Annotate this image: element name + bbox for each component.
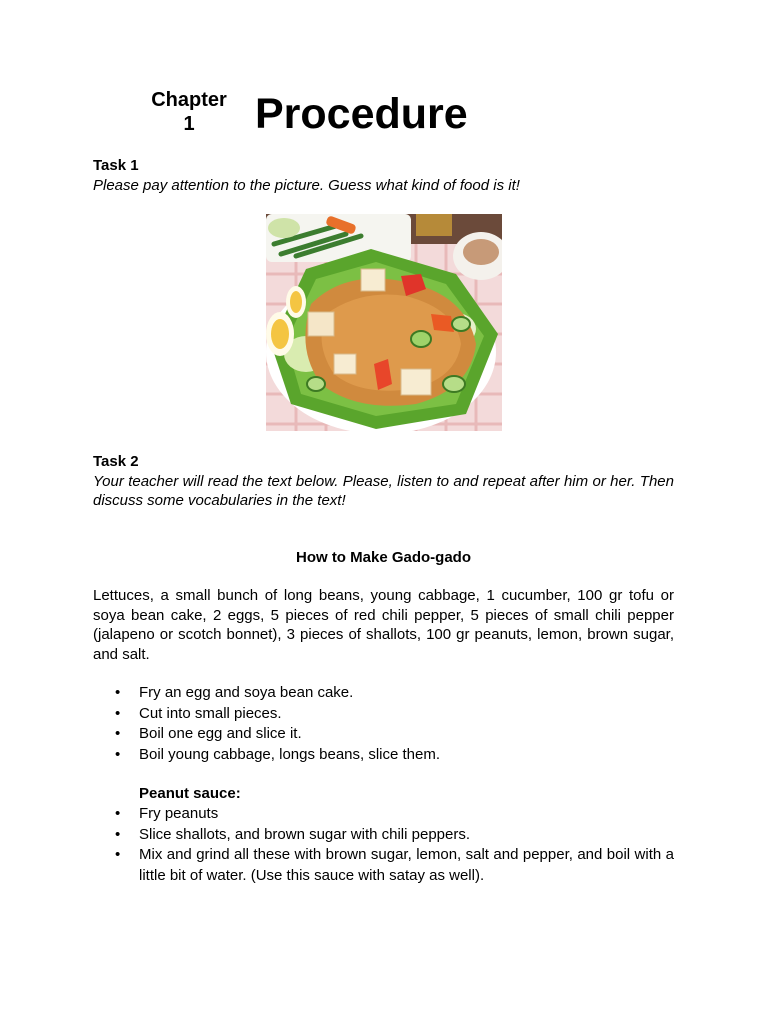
list-item: • Fry peanuts bbox=[93, 804, 674, 825]
list-item: • Mix and grind all these with brown sugar, lemon, salt and pepper, and boil with a little bit of water. (Use this sauce with satay as well). bbox=[115, 846, 674, 884]
bullet: • bbox=[115, 745, 121, 763]
chapter-word: Chapter bbox=[151, 89, 227, 111]
bullet: • bbox=[115, 805, 121, 822]
task2-section bbox=[93, 452, 674, 511]
list-item: • Boil young cabbage, longs beans, slice them. bbox=[93, 745, 674, 766]
chapter-number: 1 bbox=[183, 113, 195, 135]
bullet: • bbox=[115, 704, 121, 722]
sauce-steps-list bbox=[93, 804, 674, 886]
page-title: Procedure bbox=[255, 90, 468, 138]
list-item: • Slice shallots, and brown sugar with chili peppers. bbox=[93, 825, 674, 846]
bullet: • bbox=[115, 825, 121, 843]
peanut-sauce-heading: Peanut sauce: bbox=[139, 785, 241, 802]
recipe-title: How to Make Gado-gado bbox=[295, 549, 471, 566]
bullet: • bbox=[115, 725, 121, 742]
steps-list bbox=[93, 683, 674, 765]
list-item: • Cut into small pieces. bbox=[93, 704, 674, 725]
ingredients-paragraph: Lettuces, a small bunch of long beans, young cabbage, 1 cucumber, 100 gr tofu or soya bean cake, 2 eggs, 5 pieces of red chili pepper, 5 pieces of small chili pepper (jalapeno or scotch bonnet), 3 pieces of shallots, 100 gr peanuts, lemon, brown sugar, and salt. bbox=[93, 587, 674, 663]
task1-section bbox=[93, 156, 674, 195]
task1-label: Task 1 bbox=[93, 157, 139, 174]
chapter-heading bbox=[140, 88, 238, 136]
list-item: • Fry an egg and soya bean cake. bbox=[93, 683, 674, 704]
task2-label: Task 2 bbox=[93, 453, 139, 470]
list-item: • Boil one egg and slice it. bbox=[93, 724, 674, 745]
bullet: • bbox=[115, 684, 121, 701]
task1-instruction: Please pay attention to the picture. Guess what kind of food is it! bbox=[93, 176, 520, 194]
gado-gado-photo bbox=[266, 214, 502, 431]
bullet: • bbox=[115, 846, 121, 863]
task2-instruction: Your teacher will read the text below. Please, listen to and repeat after him or her. Then discuss some vocabularies in the text! bbox=[93, 472, 674, 509]
